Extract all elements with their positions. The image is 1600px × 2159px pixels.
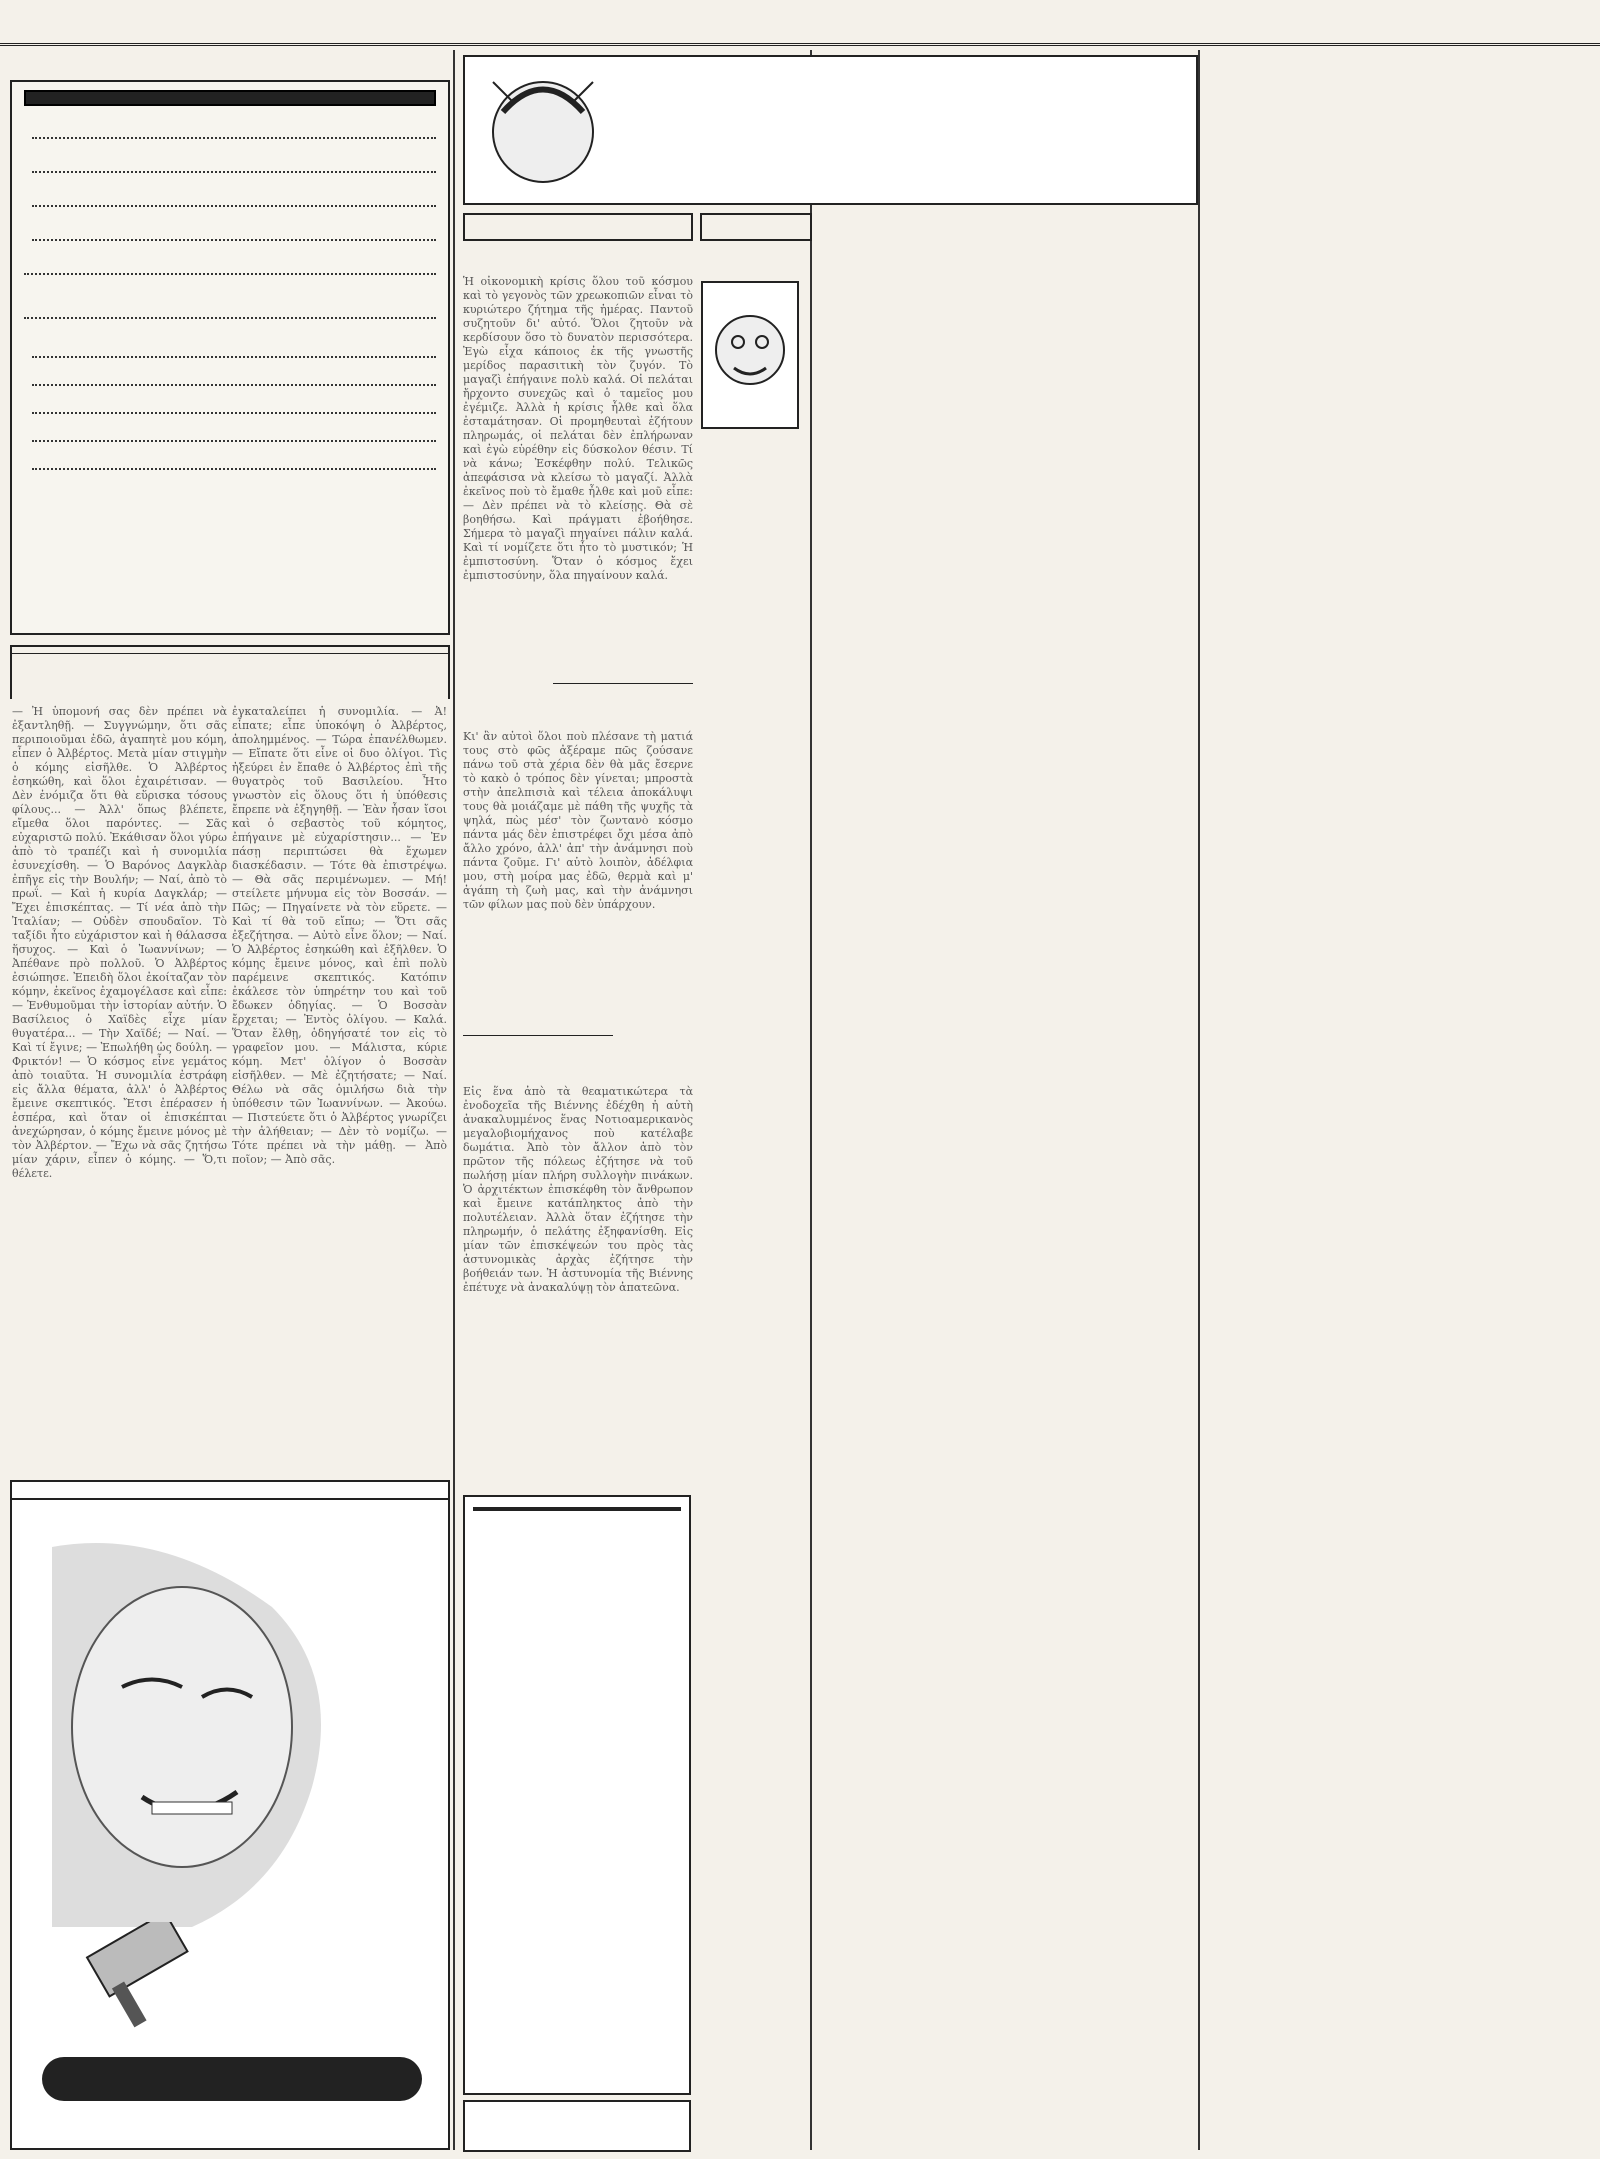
shaving-face-illustration: [12, 1527, 448, 1947]
ilysia-film-greek: [473, 1507, 681, 1511]
column-rule: [810, 50, 812, 2150]
stichoi-text: Κι' ἂν αὐτοὶ ὅλοι ποὺ πλέσανε τὴ ματιά τους στὸ φῶς ἀξέραμε πῶς ζούσανε πάνω τοῦ στὰ χέρια δὲν θὰ μᾶς ἔσερνε τὸ κακὸ ὁ τρόπος δὲν γίνεται; μπροστὰ στὴν ἀπελπισιὰ καὶ τέλεια ἀποκάλυψι τους θὰ μοιάζαμε μὲ πάθη τῆς ψυχῆς τὰ ψηλά, πὼς μέσ' τὸν ζωντανὸ κόσμο πάντα μάς δὲν ἐπιστρέφει ὄχι μέσα ἀπὸ ἄλλο χρόνο, ἀλλ' ἀπ' τὴν ἀνάμνησι ποὺ πάντα ζοῦμε. Γι' αὐτὸ λοιπὸν, ἀδέλφια μου, στὴ μοίρα μας ἐδῶ, θερμὰ καὶ μ' ἀγάπη τὴ ζωὴ μας, καὶ τὴν ἀνάμνησι τῶν φίλων μας ποὺ δὲν ὑπάρχουν.: [463, 730, 693, 911]
gillette-ad: [10, 1480, 450, 2150]
doctor-ad: [463, 2100, 691, 2152]
serial-title: [12, 654, 448, 656]
text-filler: — Ἠ ὑπομονή σας δὲν πρέπει νὰ ἐξαντληθῇ. — Συγγνώμην, ὅτι σᾶς περιποιοῦμαι ἐδῶ, ἀγαπητὲ μου κόμη, εἶπεν ὁ Ἀλβέρτος. Μετὰ μίαν στιγμὴν ὁ κόμης εἰσῆλθε. Ὁ Ἀλβέρτος ἐσηκώθη, καὶ ὅλοι ἐχαιρέτισαν. — Δὲν ἐνόμιζα ὅτι θὰ εὕρισκα τόσους φίλους... — Ἀλλ' ὅπως βλέπετε, εἴμεθα ὅλοι παρόντες. — Σᾶς εὐχαριστῶ πολύ. Ἐκάθισαν ὅλοι γύρω ἀπὸ τὸ τραπέζι καὶ ἡ συνομιλία ἐσυνεχίσθη. — Ὁ Βαρόνος Δαγκλὰρ ἐπῆγε εἰς τὴν Βουλήν; — Ναί, ἀπὸ τὸ πρωΐ. — Καὶ ἡ κυρία Δαγκλάρ; — Ἔχει ἐπισκέπτας. — Τί νέα ἀπὸ τὴν Ἰταλίαν; — Οὐδὲν σπουδαῖον. Τὸ ταξίδι ἦτο εὐχάριστον καὶ ἡ θάλασσα ἥσυχος. — Καὶ ὁ Ἰωαννίνων; — Ἀπέθανε πρὸ πολλοῦ. Ὁ Ἀλβέρτος ἐσιώπησε. Ἐπειδὴ ὅλοι ἐκοίταζαν τὸν κόμην, ἐκεῖνος ἐχαμογέλασε καὶ εἶπε: — Ἐνθυμοῦμαι τὴν ἱστορίαν αὐτήν. Ὁ Βασίλειος ὁ Χαϊδὲς εἶχε μίαν θυγατέρα... — Τὴν Χαϊδέ; — Ναί. — Καὶ τί ἔγινε; — Ἐπωλήθη ὡς δούλη. — Φρικτόν! — Ὁ κόσμος εἶνε γεμάτος ἀπὸ τοιαῦτα. Ἡ συνομιλία ἐστράφη εἰς ἄλλα θέματα, ἀλλ' ὁ Ἀλβέρτος ἔμεινε σκεπτικός. Ἔτσι ἐπέρασεν ἡ ἑσπέρα, καὶ ὅταν οἱ ἐπισκέπται ἀνεχώρησαν, ὁ κόμης ἔμεινε μόνος μὲ τὸν Ἀλβέρτον. — Ἔχω νὰ σᾶς ζητήσω μίαν χάριν, εἶπεν ὁ κόμης. — Ὅ,τι θέλετε.: [12, 705, 227, 1180]
serial-text-col2: [232, 705, 447, 1475]
new-year-woman-illustration: [473, 62, 613, 200]
form-row[interactable]: [24, 450, 436, 478]
column-rule: [453, 50, 455, 2150]
form-row[interactable]: [24, 252, 436, 286]
form-row[interactable]: [24, 218, 436, 252]
gillette-ad-title: [12, 1482, 448, 1500]
skopia-header: [700, 213, 812, 241]
ilysia-title: [465, 1497, 689, 1501]
grammai-header: [463, 213, 693, 241]
form-row[interactable]: [24, 296, 436, 330]
form-row[interactable]: [24, 184, 436, 218]
form-row[interactable]: [24, 366, 436, 394]
ilysia-footer: [465, 1521, 689, 1529]
form-row[interactable]: [24, 150, 436, 184]
contest-form: [10, 80, 450, 635]
column-rule: [1198, 50, 1200, 2150]
serial-text-col1: [12, 705, 227, 1475]
ilysia-cinema-ad: [463, 1495, 691, 2095]
form-row[interactable]: [24, 338, 436, 366]
razor-illustration: [22, 1922, 442, 2052]
form-row[interactable]: [24, 116, 436, 150]
ena-kath-title: [463, 1035, 613, 1036]
gillette-logo: [42, 2057, 422, 2101]
contest-title: [24, 90, 436, 106]
serial-heading: [10, 645, 450, 699]
grammai-text: Ἡ οἰκονομικὴ κρίσις ὅλου τοῦ κόσμου καὶ τὸ γεγονὸς τῶν χρεωκοπιῶν εἶναι τὸ κυριώτερο ζήτημα τῆς ἡμέρας. Παντοῦ συζητοῦν δι' αὐτό. Ὅλοι ζητοῦν νὰ κερδίσουν ὅσο τὸ δυνατὸν περισσότερα. Ἐγὼ εἶχα κάποιος ἐκ τῆς γνωστῆς μερίδος παρασιτικὴ τὸν ζυγόν. Τὸ μαγαζὶ ἐπήγαινε πολὺ καλά. Οἱ πελάται ἤρχοντο συνεχῶς καὶ ὁ ταμεῖος μου ἐγέμιζε. Ἀλλὰ ἡ κρίσις ἦλθε καὶ ὅλα ἐσταμάτησαν. Οἱ προμηθευταὶ ἐζήτουν πληρωμάς, οἱ πελάται δὲν ἐπλήρωναν καὶ ἐγὼ εὑρέθην εἰς δύσκολον θέσιν. Τί νὰ κάνω; Ἐσκέφθην πολύ. Τελικῶς ἀπεφάσισα νὰ κλείσω τὸ μαγαζί. Ἀλλὰ ἐκεῖνος ποὺ τὸ ἔμαθε ἦλθε καὶ μοῦ εἶπε: — Δὲν πρέπει νὰ τὸ κλείσῃς. Θὰ σὲ βοηθήσω. Καὶ πράγματι ἐβοήθησε. Σήμερα τὸ μαγαζὶ πηγαίνει πάλιν καλά. Καὶ τί νομίζετε ὅτι ἦτο τὸ μυστικόν; Ἡ ἐμπιστοσύνη. Ὅταν ὁ κόσμος ἔχει ἐμπιστοσύνην, ὅλα πηγαίνουν καλά.: [463, 275, 693, 582]
caricature-illustration: [700, 280, 800, 430]
form-row[interactable]: [24, 394, 436, 422]
text-filler: ἐγκαταλείπει ἡ συνομιλία. — Ἀ! εἶπατε; εἶπε ὑποκόψη ὁ Ἀλβέρτος, ἀπολημμένος. — Τώρα ἐπανέλθωμεν. — Εἴπατε ὅτι εἶνε οἱ δυο ὀλίγοι. Τὶς ἠξεύρει ἐν ἔπαθε ὁ Ἀλβέρτος ἐπὶ τῆς θυγατρὸς τοῦ Βασιλείου. Ἦτο γνωστὸν εἰς ὅλους ὅτι ἡ ὑπόθεσις ἔπρεπε νὰ ἐξηγηθῇ. — Ἐὰν ἦσαν ἴσοι καὶ ὁ σεβαστὸς τοῦ κόμητος, ἐπήγαινε μὲ εὐχαρίστησιν... — Ἐν πάσῃ περιπτώσει θὰ ἔχωμεν διασκέδασιν. — Τότε θὰ ἐπιστρέψω. — Θὰ σᾶς περιμένωμεν. — Μή! στείλετε μήνυμα εἰς τὸν Βοσσάν. — Πῶς; — Πηγαίνετε νὰ τὸν εὕρετε. — Καὶ τί θὰ τοῦ εἴπω; — Ὅτι σᾶς ἐξεζήτησα. — Αὐτὸ εἶνε ὅλον; — Ναί. Ὁ Ἀλβέρτος ἐσηκώθη καὶ ἐξῆλθεν. Ὁ κόμης ἔμεινε μόνος, καὶ ἐπὶ πολὺ παρέμεινε σκεπτικός. Κατόπιν ἐκάλεσε τὸν ὑπηρέτην του καὶ τοῦ ἔδωκεν ὁδηγίας. — Ὁ Βοσσὰν ἔρχεται; — Ἐντὸς ὀλίγου. — Καλά. Ὅταν ἔλθῃ, ὁδηγήσατέ τον εἰς τὸ γραφεῖον μου. — Μάλιστα, κύριε κόμη. Μετ' ὀλίγον ὁ Βοσσὰν εἰσῆλθεν. — Μὲ ἐζητήσατε; — Ναί. Θέλω νὰ σᾶς ὁμιλήσω διὰ τὴν ὑπόθεσιν τῶν Ἰωαννίνων. — Ἀκούω. — Πιστεύετε ὅτι ὁ Ἀλβέρτος γνωρίζει τὴν ἀλήθειαν; — Δὲν τὸ νομίζω. — Τότε πρέπει νὰ τὴν μάθῃ. — Ἀπὸ ποῖον; — Ἀπὸ σᾶς.: [232, 705, 447, 1166]
ena-kath-text: Εἰς ἕνα ἀπὸ τὰ θεαματικώτερα τὰ ἐνοδοχεῖα τῆς Βιέννης ἐδέχθη ἡ αὐτὴ ἀνακαλυμμένος ἕνας Νοτιοαμερικανὸς μεγαλοβιομήχανος ποὺ κατέλαβε δωμάτια. Ἀπὸ τὸν ἄλλον ἀπὸ τὸν πρῶτον τῆς πόλεως ἐζήτησε νὰ τοῦ πωλήσῃ μίαν πλήρη συλλογὴν πινάκων. Ὁ ἀρχιτέκτων ἐπισκέφθη τὸν ἄνθρωπον καὶ ἔμεινε κατάπληκτος ἀπὸ τὴν πολυτέλειαν. Ἀλλὰ ὅταν ἐζήτησε τὴν πληρωμήν, ὁ πελάτης ἐξηφανίσθη. Εἰς μίαν τῶν ἐπισκέψεών του πρὸς τὰς ἀστυνομικὰς ἀρχὰς ἐζήτησε τὴν βοήθειάν των. Ἡ ἀστυνομία τῆς Βιέννης ἐπέτυχε νὰ ἀνακαλύψῃ τὸν ἀπατεῶνα.: [463, 1085, 693, 1294]
page-header: [0, 0, 1600, 46]
stichoi-title: [553, 683, 693, 684]
new-year-banner: [463, 55, 1198, 205]
serial-kicker: [12, 647, 448, 654]
form-row[interactable]: [24, 422, 436, 450]
